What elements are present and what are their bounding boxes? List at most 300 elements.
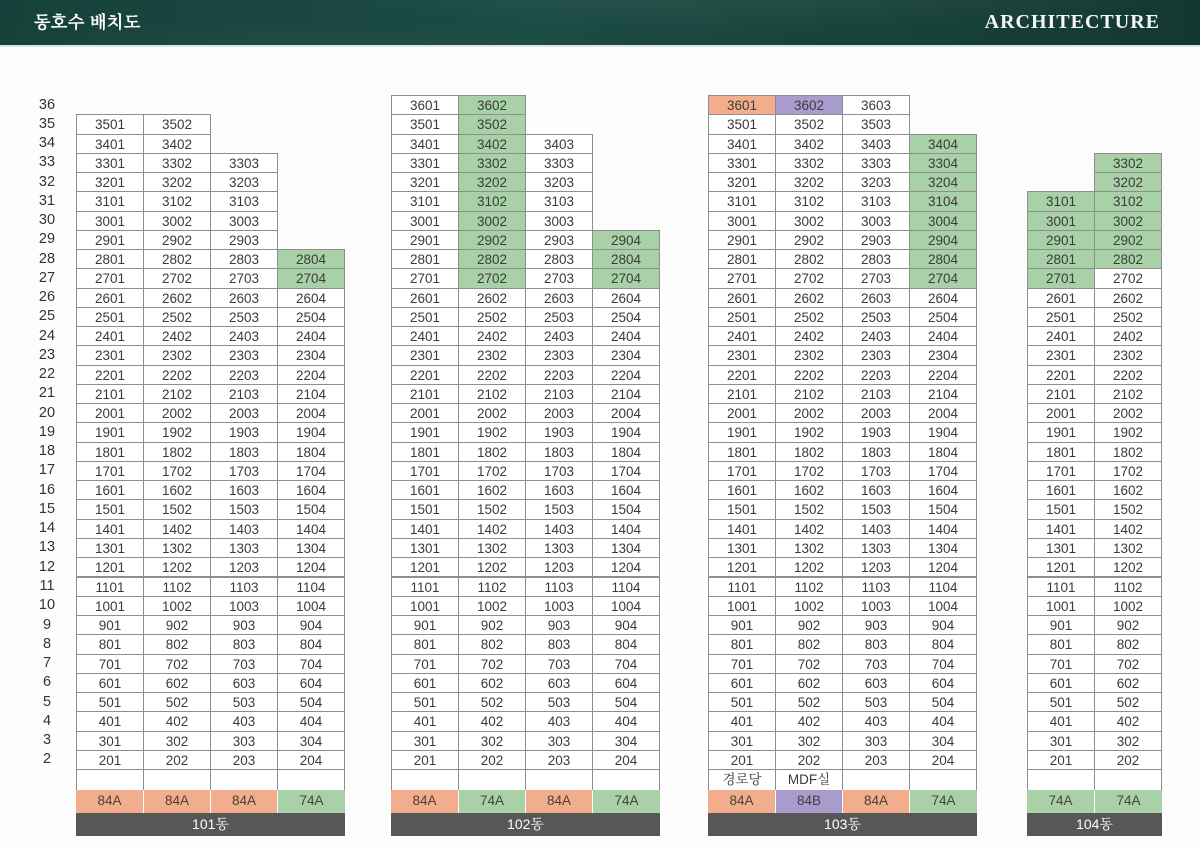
unit-cell: 3502 — [458, 114, 526, 134]
unit-cell: 1002 — [775, 596, 843, 616]
unit-cell: 2604 — [277, 288, 345, 308]
unit-cell: 302 — [458, 731, 526, 751]
unit-type-cell: 84A — [708, 790, 775, 813]
unit-cell: 204 — [277, 750, 345, 770]
unit-cell: 2101 — [76, 384, 144, 404]
unit-cell: 1603 — [842, 480, 910, 500]
unit-cell: 2501 — [1027, 307, 1095, 327]
unit-cell: 1903 — [525, 422, 593, 442]
unit-cell: 301 — [708, 731, 776, 751]
unit-cell: 704 — [592, 654, 660, 674]
floor-label: 4 — [42, 712, 52, 729]
unit-cell: 702 — [1094, 654, 1162, 674]
unit-cell: 2101 — [391, 384, 459, 404]
floor-label: 23 — [38, 346, 56, 363]
unit-cell: 1704 — [277, 461, 345, 481]
unit-cell: 801 — [708, 634, 776, 654]
unit-cell: 2701 — [1027, 268, 1095, 288]
unit-cell: 1802 — [1094, 442, 1162, 462]
unit-cell: 604 — [909, 673, 977, 693]
unit-cell: 2902 — [775, 230, 843, 250]
unit-cell: 502 — [775, 692, 843, 712]
unit-cell: 2904 — [592, 230, 660, 250]
unit-cell: 1202 — [458, 557, 526, 577]
unit-cell: 602 — [1094, 673, 1162, 693]
unit-cell: 2902 — [458, 230, 526, 250]
floor-label: 17 — [38, 462, 56, 479]
unit-cell: 2702 — [775, 268, 843, 288]
building-name-bar: 102동 — [391, 813, 660, 837]
unit-cell: 1101 — [708, 577, 776, 597]
unit-cell: 3302 — [1094, 153, 1162, 173]
unit-cell: 3201 — [708, 172, 776, 192]
unit-cell: 2104 — [909, 384, 977, 404]
unit-cell: 3003 — [842, 211, 910, 231]
unit-cell: 3403 — [842, 134, 910, 154]
floor-label: 18 — [38, 443, 56, 460]
unit-cell: 1302 — [775, 538, 843, 558]
unit-cell: 1103 — [525, 577, 593, 597]
unit-cell: 804 — [909, 634, 977, 654]
unit-cell: 2601 — [391, 288, 459, 308]
unit-cell: 3101 — [708, 191, 776, 211]
unit-cell: 2902 — [143, 230, 211, 250]
unit-cell: 2304 — [277, 345, 345, 365]
unit-cell: 401 — [708, 711, 776, 731]
unit-cell: 2702 — [1094, 268, 1162, 288]
unit-cell: 3602 — [458, 95, 526, 115]
unit-cell: 1501 — [708, 499, 776, 519]
floor-label: 2 — [42, 751, 52, 768]
unit-cell: 3202 — [775, 172, 843, 192]
unit-cell: 201 — [708, 750, 776, 770]
unit-cell: 1001 — [391, 596, 459, 616]
unit-cell: 1901 — [1027, 422, 1095, 442]
unit-cell: 1003 — [842, 596, 910, 616]
unit-cell: 2302 — [775, 345, 843, 365]
unit-cell: 2003 — [210, 403, 278, 423]
unit-cell: 2404 — [277, 326, 345, 346]
unit-cell: 3002 — [458, 211, 526, 231]
unit-cell: 2403 — [210, 326, 278, 346]
unit-cell: 2803 — [210, 249, 278, 269]
unit-type-cell: 84A — [210, 790, 277, 813]
unit-cell: 602 — [143, 673, 211, 693]
unit-type-cell: 84B — [775, 790, 842, 813]
unit-cell: 1302 — [143, 538, 211, 558]
unit-cell: 2002 — [143, 403, 211, 423]
unit-cell: 803 — [525, 634, 593, 654]
floor-label: 11 — [39, 578, 55, 594]
unit-cell: 2401 — [391, 326, 459, 346]
unit-cell: 2001 — [1027, 403, 1095, 423]
unit-cell: 2701 — [391, 268, 459, 288]
unit-cell: 2602 — [1094, 288, 1162, 308]
unit-cell: 303 — [210, 731, 278, 751]
unit-cell: 304 — [909, 731, 977, 751]
unit-cell: 2603 — [525, 288, 593, 308]
unit-cell: 1304 — [277, 538, 345, 558]
unit-cell: 402 — [775, 711, 843, 731]
unit-cell: 1601 — [708, 480, 776, 500]
unit-cell: 601 — [708, 673, 776, 693]
unit-cell: 3101 — [1027, 191, 1095, 211]
unit-cell: 1401 — [1027, 519, 1095, 539]
unit-cell: 802 — [775, 634, 843, 654]
unit-cell: 301 — [1027, 731, 1095, 751]
unit-cell: 2804 — [277, 249, 345, 269]
unit-cell: 2702 — [458, 268, 526, 288]
unit-cell: 403 — [842, 711, 910, 731]
unit-cell: 3001 — [1027, 211, 1095, 231]
unit-cell: 704 — [909, 654, 977, 674]
unit-cell: 2701 — [708, 268, 776, 288]
unit-cell: 2201 — [391, 365, 459, 385]
unit-cell: 3202 — [458, 172, 526, 192]
unit-cell: 3501 — [708, 114, 776, 134]
unit-cell: 203 — [210, 750, 278, 770]
unit-cell: 1701 — [76, 461, 144, 481]
empty-cell — [143, 769, 211, 791]
unit-cell: 1303 — [525, 538, 593, 558]
unit-cell: 2502 — [1094, 307, 1162, 327]
unit-cell: 2901 — [76, 230, 144, 250]
unit-cell: 502 — [458, 692, 526, 712]
unit-cell: 2802 — [458, 249, 526, 269]
unit-cell: 202 — [1094, 750, 1162, 770]
unit-cell: 3404 — [909, 134, 977, 154]
unit-cell: 1902 — [458, 422, 526, 442]
unit-cell: 1903 — [210, 422, 278, 442]
unit-cell: 1002 — [143, 596, 211, 616]
unit-cell: 1301 — [708, 538, 776, 558]
unit-cell: 3502 — [775, 114, 843, 134]
unit-cell: 2903 — [525, 230, 593, 250]
unit-cell: 1102 — [775, 577, 843, 597]
unit-cell: 2202 — [1094, 365, 1162, 385]
unit-cell: 903 — [842, 615, 910, 635]
unit-cell: 2602 — [143, 288, 211, 308]
unit-cell: 804 — [592, 634, 660, 654]
unit-cell: 1803 — [210, 442, 278, 462]
unit-cell: 1501 — [391, 499, 459, 519]
floor-label: 24 — [38, 327, 56, 344]
unit-cell: 3103 — [525, 191, 593, 211]
unit-cell: 201 — [391, 750, 459, 770]
unit-cell: 801 — [76, 634, 144, 654]
unit-type-cell: 74A — [1027, 790, 1094, 813]
unit-cell: 601 — [1027, 673, 1095, 693]
floor-label: 36 — [38, 96, 56, 113]
unit-cell: 3301 — [708, 153, 776, 173]
unit-cell: 1604 — [277, 480, 345, 500]
unit-cell: 2902 — [1094, 230, 1162, 250]
unit-cell: 603 — [525, 673, 593, 693]
unit-cell: 1702 — [1094, 461, 1162, 481]
unit-cell: 403 — [525, 711, 593, 731]
unit-cell: 2402 — [1094, 326, 1162, 346]
unit-cell: 1904 — [277, 422, 345, 442]
unit-cell: 1602 — [1094, 480, 1162, 500]
unit-cell: 1804 — [277, 442, 345, 462]
unit-cell: 802 — [458, 634, 526, 654]
floor-label: 19 — [38, 423, 56, 440]
unit-cell: 1701 — [391, 461, 459, 481]
unit-cell: 3402 — [143, 134, 211, 154]
unit-cell: 1601 — [76, 480, 144, 500]
unit-cell: 1102 — [458, 577, 526, 597]
unit-cell: 1901 — [391, 422, 459, 442]
unit-type-cell: 74A — [277, 790, 345, 813]
unit-cell: 1504 — [909, 499, 977, 519]
unit-cell: 902 — [1094, 615, 1162, 635]
unit-cell: 1502 — [775, 499, 843, 519]
unit-cell: 2804 — [592, 249, 660, 269]
unit-cell: 1801 — [708, 442, 776, 462]
unit-cell: 1004 — [592, 596, 660, 616]
unit-cell: 2101 — [708, 384, 776, 404]
unit-cell: 1004 — [909, 596, 977, 616]
unit-cell: 2803 — [525, 249, 593, 269]
unit-cell: 1402 — [458, 519, 526, 539]
unit-cell: 1401 — [708, 519, 776, 539]
unit-cell: 1204 — [592, 557, 660, 577]
unit-cell: 2004 — [277, 403, 345, 423]
unit-cell: 904 — [592, 615, 660, 635]
unit-cell: 2102 — [775, 384, 843, 404]
unit-cell: 1003 — [525, 596, 593, 616]
unit-cell: 2103 — [210, 384, 278, 404]
unit-cell: 3401 — [391, 134, 459, 154]
unit-cell: 3204 — [909, 172, 977, 192]
unit-cell: 3201 — [76, 172, 144, 192]
unit-cell: 2001 — [76, 403, 144, 423]
empty-cell — [277, 769, 345, 791]
unit-cell: 3003 — [525, 211, 593, 231]
unit-cell: 2304 — [909, 345, 977, 365]
unit-cell: 3203 — [210, 172, 278, 192]
unit-cell: 3301 — [76, 153, 144, 173]
unit-cell: 1503 — [842, 499, 910, 519]
unit-cell: 2204 — [592, 365, 660, 385]
unit-cell: 501 — [391, 692, 459, 712]
building-name-bar: 104동 — [1027, 813, 1162, 837]
building-name-bar: 103동 — [708, 813, 977, 837]
unit-cell: 1202 — [1094, 557, 1162, 577]
unit-cell: 2802 — [775, 249, 843, 269]
unit-cell: 1002 — [458, 596, 526, 616]
floor-label: 32 — [38, 173, 56, 190]
unit-cell: 2401 — [708, 326, 776, 346]
unit-cell: 3102 — [458, 191, 526, 211]
unit-cell: 1901 — [708, 422, 776, 442]
unit-cell: 1904 — [909, 422, 977, 442]
unit-cell: 303 — [842, 731, 910, 751]
unit-cell: 1102 — [143, 577, 211, 597]
unit-cell: 2601 — [76, 288, 144, 308]
unit-cell: 703 — [525, 654, 593, 674]
empty-cell — [525, 769, 593, 791]
unit-cell: 3002 — [1094, 211, 1162, 231]
unit-cell: 904 — [909, 615, 977, 635]
unit-cell: 1002 — [1094, 596, 1162, 616]
unit-cell: 904 — [277, 615, 345, 635]
unit-cell: 1201 — [76, 557, 144, 577]
unit-cell: 501 — [708, 692, 776, 712]
unit-cell: 3203 — [525, 172, 593, 192]
unit-cell: 402 — [458, 711, 526, 731]
unit-cell: 303 — [525, 731, 593, 751]
unit-cell: 2201 — [708, 365, 776, 385]
unit-cell: 3403 — [525, 134, 593, 154]
unit-cell: 2304 — [592, 345, 660, 365]
unit-cell: 3402 — [775, 134, 843, 154]
floor-label: 21 — [38, 385, 56, 402]
unit-cell: 3103 — [842, 191, 910, 211]
unit-cell: 1103 — [210, 577, 278, 597]
unit-cell: 604 — [592, 673, 660, 693]
unit-cell: 2402 — [458, 326, 526, 346]
unit-cell: 2903 — [210, 230, 278, 250]
floor-label: 26 — [38, 289, 56, 306]
unit-cell: 2201 — [76, 365, 144, 385]
unit-cell: 2004 — [592, 403, 660, 423]
unit-cell: 3101 — [391, 191, 459, 211]
unit-cell: 1104 — [592, 577, 660, 597]
unit-cell: 1902 — [775, 422, 843, 442]
unit-cell: 3303 — [842, 153, 910, 173]
floor-label: 29 — [38, 231, 56, 248]
unit-cell: 1304 — [592, 538, 660, 558]
unit-cell: 3503 — [842, 114, 910, 134]
unit-cell: 201 — [76, 750, 144, 770]
unit-cell: 401 — [76, 711, 144, 731]
unit-cell: 1702 — [143, 461, 211, 481]
unit-cell: 2401 — [76, 326, 144, 346]
unit-cell: 2302 — [458, 345, 526, 365]
unit-cell: 2004 — [909, 403, 977, 423]
unit-cell: 302 — [143, 731, 211, 751]
unit-cell: 1604 — [909, 480, 977, 500]
unit-cell: 2303 — [210, 345, 278, 365]
floor-label: 10 — [38, 597, 56, 614]
unit-cell: 1303 — [210, 538, 278, 558]
unit-cell: 2402 — [143, 326, 211, 346]
unit-cell: 1404 — [592, 519, 660, 539]
unit-cell: 3501 — [391, 114, 459, 134]
unit-cell: 2204 — [277, 365, 345, 385]
unit-cell: 3304 — [909, 153, 977, 173]
unit-cell: 2503 — [842, 307, 910, 327]
floor-label: 8 — [42, 635, 52, 652]
unit-cell: 3102 — [775, 191, 843, 211]
unit-cell: 603 — [210, 673, 278, 693]
unit-type-cell: 84A — [842, 790, 909, 813]
unit-cell: 1804 — [592, 442, 660, 462]
unit-cell: 3103 — [210, 191, 278, 211]
unit-cell: 2302 — [1094, 345, 1162, 365]
unit-cell: 2202 — [143, 365, 211, 385]
unit-cell: 3603 — [842, 95, 910, 115]
floor-label: 20 — [38, 404, 56, 421]
unit-cell: 403 — [210, 711, 278, 731]
unit-cell: 1602 — [775, 480, 843, 500]
unit-cell: 1101 — [76, 577, 144, 597]
unit-cell: 701 — [76, 654, 144, 674]
empty-cell — [1094, 769, 1162, 791]
unit-cell: 1802 — [458, 442, 526, 462]
unit-cell: 701 — [708, 654, 776, 674]
unit-cell: 603 — [842, 673, 910, 693]
unit-cell: 1302 — [458, 538, 526, 558]
unit-cell: 2502 — [775, 307, 843, 327]
unit-cell: 2301 — [708, 345, 776, 365]
unit-cell: 2503 — [525, 307, 593, 327]
page-title: 동호수 배치도 — [34, 13, 141, 32]
unit-cell: 3302 — [143, 153, 211, 173]
unit-cell: 3004 — [909, 211, 977, 231]
unit-type-cell: 84A — [525, 790, 592, 813]
unit-cell: 2202 — [775, 365, 843, 385]
unit-cell: 1303 — [842, 538, 910, 558]
unit-cell: 1401 — [391, 519, 459, 539]
unit-cell: 701 — [391, 654, 459, 674]
unit-cell: 702 — [458, 654, 526, 674]
unit-cell: 301 — [76, 731, 144, 751]
unit-cell: 1501 — [1027, 499, 1095, 519]
unit-cell: 1602 — [458, 480, 526, 500]
unit-type-cell: 84A — [391, 790, 458, 813]
unit-cell: 2901 — [708, 230, 776, 250]
unit-cell: 3401 — [708, 134, 776, 154]
unit-cell: 3203 — [842, 172, 910, 192]
unit-cell: 2403 — [525, 326, 593, 346]
unit-cell: 302 — [775, 731, 843, 751]
unit-cell: 2801 — [391, 249, 459, 269]
unit-cell: 1803 — [525, 442, 593, 462]
unit-cell: 1704 — [592, 461, 660, 481]
floor-label: 25 — [38, 308, 56, 325]
unit-cell: 1101 — [1027, 577, 1095, 597]
unit-cell: 2601 — [1027, 288, 1095, 308]
unit-cell: 1802 — [775, 442, 843, 462]
unit-cell: 404 — [277, 711, 345, 731]
unit-cell: 2103 — [842, 384, 910, 404]
unit-cell: 2602 — [458, 288, 526, 308]
unit-cell: 1404 — [909, 519, 977, 539]
unit-cell: 2001 — [708, 403, 776, 423]
unit-cell: 1504 — [592, 499, 660, 519]
unit-cell: 3402 — [458, 134, 526, 154]
empty-cell — [1027, 769, 1095, 791]
unit-cell: 1601 — [391, 480, 459, 500]
empty-cell — [842, 769, 910, 791]
unit-cell: 3401 — [76, 134, 144, 154]
floor-label: 30 — [38, 212, 56, 229]
unit-cell: 1904 — [592, 422, 660, 442]
floor-label: 27 — [38, 269, 56, 286]
unit-cell: 1704 — [909, 461, 977, 481]
unit-cell: 1701 — [1027, 461, 1095, 481]
unit-cell: 1104 — [277, 577, 345, 597]
unit-cell: 2303 — [842, 345, 910, 365]
floor-label: 31 — [38, 192, 56, 209]
unit-cell: 3101 — [76, 191, 144, 211]
unit-cell: 2703 — [525, 268, 593, 288]
unit-cell: 1401 — [76, 519, 144, 539]
unit-cell: 1402 — [1094, 519, 1162, 539]
unit-cell: 901 — [391, 615, 459, 635]
